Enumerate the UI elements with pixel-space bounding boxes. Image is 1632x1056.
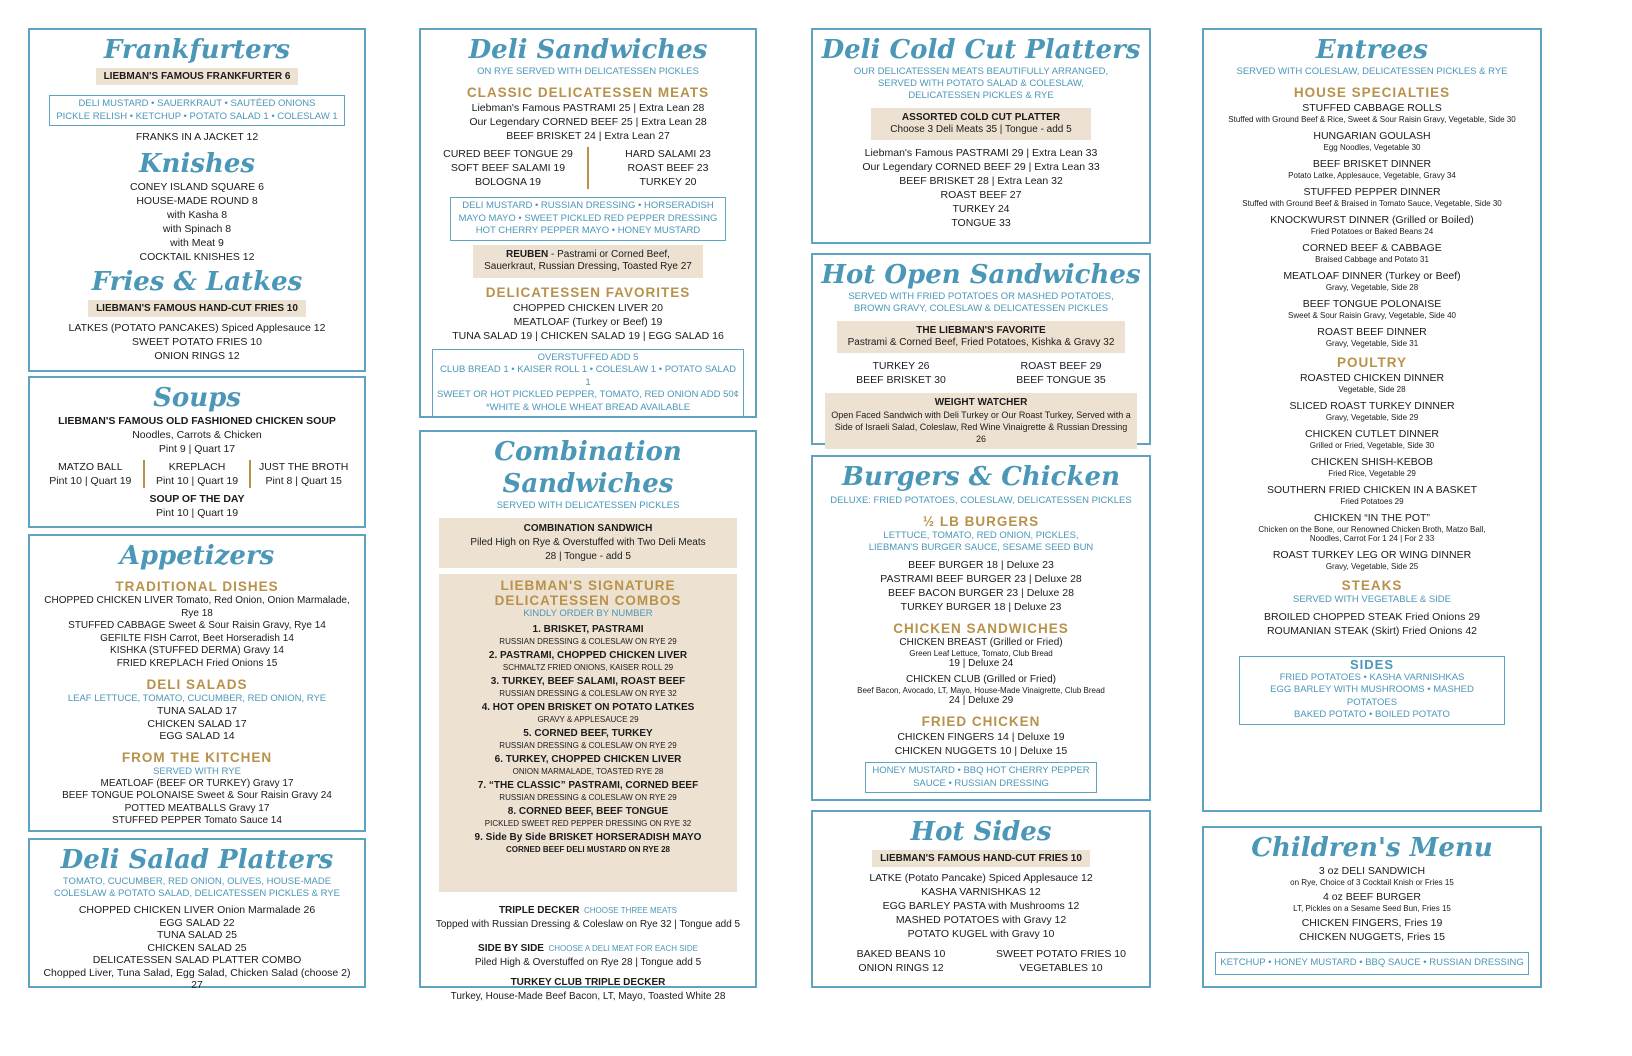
kids-sauces-box: KETCHUP • HONEY MUSTARD • BBQ SAUCE • RUSSIAN DRESSING xyxy=(1215,952,1529,975)
entrees-panel: Entrees SERVED WITH COLESLAW, DELICATESSEN PICKLES & RYE HOUSE SPECIALTIES STUFFED CABBAGE ROLLS Stuffed with Ground Beef & Rice, Sweet & Sour Raisin Gravy, Vegetable, Side 30 HUNGARIAN GOULASH Egg Noodles, Vegetable 30 BEEF BRISKET DINNER Potato Latke, Applesauce, Vegetable, Gravy 34 STUFFED PEPPER DINNER Stuffed with Ground Beef & Braised in Tomato Sauce, Vegetable, Side 30 KNOCKWURST DINNER (Grilled or Boiled) Fried Potatoes or Baked Beans 24 CORNED BEEF & CABBAGE Braised Cabbage and Potato 31 MEATLOAF DINNER (Turkey or Beef) Gravy, Vegetable, Side 28 BEEF TONGUE POLONAISE Sweet & Sour Raisin Gravy, Vegetable, Side 40 ROAST BEEF DINNER Gravy, Vegetable, Side 31 POULTRY ROASTED CHICKEN DINNER Vegetable, Side 28 SLICED ROAST TURKEY DINNER Gravy, Vegetable, Side 29 CHICKEN CUTLET DINNER Grilled or Fried, Vegetable, Side 30 CHICKEN SHISH-KEBOB Fried Rice, Vegetable 29 SOUTHERN FRIED CHICKEN IN A BASKET Fried Potatoes 29 CHICKEN “IN THE POT” Chicken on the Bone, our Renowned Chicken Broth, Matzo Ball, Noodles, Carrot For 1 24 | For 2 33 ROAST TURKEY LEG OR WING DINNER Gravy, Vegetable, Side 25 STEAKS SERVED WITH VEGETABLE & SIDE BROILED CHOPPED STEAK Fried Onions 29 ROUMANIAN STEAK (Skirt) Fried Onions 42 SIDES FRIED POTATOES • KASHA VARNISHKAS EGG BARLEY WITH MUSHROOMS • MASHED POTATOES BAKED POTATO • BOILED POTATO xyxy=(1202,28,1542,812)
combo-5: 5. CORNED BEEF, TURKEY RUSSIAN DRESSING & COLESLAW ON RYE 29 xyxy=(499,728,677,750)
combination-sandwiches-title: Combination Sandwiches xyxy=(494,437,682,499)
frankfurters-title: Frankfurters xyxy=(103,35,291,65)
fries-highlight: LIEBMAN'S FAMOUS HAND-CUT FRIES 10 xyxy=(88,300,306,317)
appetizers-title: Appetizers xyxy=(119,541,275,571)
soups-cols: MATZO BALL Pint 10 | Quart 19 KREPLACH Pint 10 | Quart 19 JUST THE BROTH Pint 8 | Quart 15 xyxy=(38,460,356,488)
knishes-title: Knishes xyxy=(138,149,256,179)
reuben-box: REUBEN - Pastrami or Corned Beef, Sauerkraut, Russian Dressing, Toasted Rye 27 xyxy=(473,245,703,278)
hot-sides-columns: BAKED BEANS 10 ONION RINGS 12 SWEET POTATO FRIES 10 VEGETABLES 10 xyxy=(856,948,1126,974)
combo-9: 9. Side By Side BRISKET HORSERADISH MAYO CORNED BEEF DELI MUSTARD ON RYE 28 xyxy=(474,832,702,854)
deli-sandwiches-panel: Deli Sandwiches ON RYE SERVED WITH DELICATESSEN PICKLES CLASSIC DELICATESSEN MEATS Liebman's Famous PASTRAMI 25 | Extra Lean 28 Our Legendary CORNED BEEF 25 | Extra Lean 28 BEEF BRISKET 24 | Extra Lean 27 CURED BEEF TONGUE 29 SOFT BEEF SALAMI 19 BOLOGNA 19 HARD SALAMI 23 ROAST BEEF 23 TURKEY 20 DELI MUSTARD • RUSSIAN DRESSING • HORSERADISH MAYO MAYO • SWEET PICKLED RED PEPPER DRESSING HOT CHERRY PEPPER MAYO • HONEY MUSTARD REUBEN - Pastrami or Corned Beef, Sauerkraut, Russian Dressing, Toasted Rye 27 DELICATESSEN FAVORITES CHOPPED CHICKEN LIVER 20 MEATLOAF (Turkey or Beef) 19 TUNA SALAD 19 | CHICKEN SALAD 19 | EGG SALAD 16 OVERSTUFFED ADD 5 CLUB BREAD 1 • KAISER ROLL 1 • COLESLAW 1 • POTATO SALAD 1 SWEET OR HOT PICKLED PEPPER, TOMATO, RED ONION ADD 50¢ *WHITE & WHOLE WHEAT BREAD AVAILABLE xyxy=(419,28,757,418)
sauces-box: HONEY MUSTARD • BBQ HOT CHERRY PEPPER SAUCE • RUSSIAN DRESSING xyxy=(865,762,1097,793)
frankfurters-panel: Frankfurters LIEBMAN'S FAMOUS FRANKFURTER 6 DELI MUSTARD • SAUERKRAUT • SAUTÉED ONIONS PICKLE RELISH • KETCHUP • POTATO SALAD 1 • COLESLAW 1 FRANKS IN A JACKET 12 Knishes CONEY ISLAND SQUARE 6 HOUSE-MADE ROUND 8 with Kasha 8 with Spinach 8 with Meat 9 COCKTAIL KNISHES 12 Fries & Latkes LIEBMAN'S FAMOUS HAND-CUT FRIES 10 LATKES (POTATO PANCAKES) Spiced Applesauce 12 SWEET POTATO FRIES 10 ONION RINGS 12 xyxy=(28,28,366,372)
deli-meats-columns: CURED BEEF TONGUE 29 SOFT BEEF SALAMI 19 BOLOGNA 19 HARD SALAMI 23 ROAST BEEF 23 TURKEY 20 xyxy=(429,147,747,189)
poultry-list: ROASTED CHICKEN DINNER Vegetable, Side 28 SLICED ROAST TURKEY DINNER Gravy, Vegetable, Side 29 CHICKEN CUTLET DINNER Grilled or Fried, Vegetable, Side 30 CHICKEN SHISH-KEBOB Fried Rice, Vegetable 29 SOUTHERN FRIED CHICKEN IN A BASKET Fried Potatoes 29 CHICKEN “IN THE POT” Chicken on the Bone, our Renowned Chicken Broth, Matzo Ball, Noodles, Carrot For 1 24 | For 2 33 ROAST TURKEY LEG OR WING DINNER Gravy, Vegetable, Side 25 xyxy=(1258,372,1486,571)
deli-salad-platters-title: Deli Salad Platters xyxy=(60,845,334,875)
combo-1: 1. BRISKET, PASTRAMI RUSSIAN DRESSING & COLESLAW ON RYE 29 xyxy=(499,624,677,646)
childrens-menu-panel: Children's Menu 3 oz DELI SANDWICH on Rye, Choice of 3 Cocktail Knish or Fries 15 4 oz BEEF BURGER LT, Pickles on a Sesame Seed Bun, Fries 15 CHICKEN FINGERS, Fries 19 CHICKEN NUGGETS, Fries 15 KETCHUP • HONEY MUSTARD • BBQ SAUCE • RUSSIAN DRESSING xyxy=(1202,826,1542,988)
combo-8: 8. CORNED BEEF, BEEF TONGUE PICKLED SWEET RED PEPPER DRESSING ON RYE 32 xyxy=(484,806,692,828)
knishes-list: CONEY ISLAND SQUARE 6 HOUSE-MADE ROUND 8 with Kasha 8 with Spinach 8 with Meat 9 COCKTAIL KNISHES 12 xyxy=(129,181,264,263)
combination-sandwiches-panel: Combination Sandwiches SERVED WITH DELICATESSEN PICKLES COMBINATION SANDWICH Piled High on Rye & Overstuffed with Two Deli Meats 28 | Tongue - add 5 LIEBMAN'S SIGNATURE DELICATESSEN COMBOS KINDLY ORDER BY NUMBER 1. BRISKET, PASTRAMI RUSSIAN DRESSING & COLESLAW ON RYE 29 2. PASTRAMI, CHOPPED CHICKEN LIVER SCHMALTZ FRIED ONIONS, KAISER ROLL 29 3. TURKEY, BEEF SALAMI, ROAST BEEF RUSSIAN DRESSING & COLESLAW ON RYE 32 4. HOT OPEN BRISKET ON POTATO LATKES GRAVY & APPLESAUCE 29 5. CORNED BEEF, TURKEY RUSSIAN DRESSING & COLESLAW ON RYE 29 6. TURKEY, CHOPPED CHICKEN LIVER ONION MARMALADE, TOASTED RYE 28 7. “THE CLASSIC” PASTRAMI, CORNED BEEF RUSSIAN DRESSING & COLESLAW ON RYE 29 8. CORNED BEEF, BEEF TONGUE PICKLED SWEET RED PEPPER DRESSING ON RYE 32 9. Side By Side BRISKET HORSERADISH MAYO CORNED BEEF DELI MUSTARD ON RYE 28 TRIPLE DECKER CHOOSE THREE MEATS Topped with Russian Dressing & Coleslaw on Rye 32 | Tongue add 5 SIDE BY SIDE CHOOSE A DELI MEAT FOR EACH SIDE Piled High & Overstuffed on Rye 28 | Tongue add 5 TURKEY CLUB TRIPLE DECKER Turkey, House-Made Beef Bacon, LT, Mayo, Toasted White 28 xyxy=(419,430,757,988)
deli-sandwiches-title: Deli Sandwiches xyxy=(468,35,708,65)
frankfurter-highlight: LIEBMAN'S FAMOUS FRANKFURTER 6 xyxy=(96,68,299,85)
combo-7: 7. “THE CLASSIC” PASTRAMI, CORNED BEEF RUSSIAN DRESSING & COLESLAW ON RYE 29 xyxy=(477,780,699,802)
overstuffed-box: OVERSTUFFED ADD 5 CLUB BREAD 1 • KAISER ROLL 1 • COLESLAW 1 • POTATO SALAD 1 SWEET OR HOT PICKLED PEPPER, TOMATO, RED ONION ADD 50¢ *WHITE & WHOLE WHEAT BREAD AVAILABLE xyxy=(432,349,744,418)
entrees-title: Entrees xyxy=(1315,35,1429,65)
hot-sides-fries-highlight: LIEBMAN'S FAMOUS HAND-CUT FRIES 10 xyxy=(872,850,1090,867)
hot-open-columns: TURKEY 26 BEEF BRISKET 30 ROAST BEEF 29 BEEF TONGUE 35 xyxy=(856,360,1106,386)
turkey-club: TURKEY CLUB TRIPLE DECKER Turkey, House-Made Beef Bacon, LT, Mayo, Toasted White 28 xyxy=(450,977,726,1002)
hot-sides-title: Hot Sides xyxy=(910,817,1052,847)
signature-combos-box: LIEBMAN'S SIGNATURE DELICATESSEN COMBOS KINDLY ORDER BY NUMBER 1. BRISKET, PASTRAMI RUSSIAN DRESSING & COLESLAW ON RYE 29 2. PASTRAMI, CHOPPED CHICKEN LIVER SCHMALTZ FRIED ONIONS, KAISER ROLL 29 3. TURKEY, BEEF SALAMI, ROAST BEEF RUSSIAN DRESSING & COLESLAW ON RYE 32 4. HOT OPEN BRISKET ON POTATO LATKES GRAVY & APPLESAUCE 29 5. CORNED BEEF, TURKEY RUSSIAN DRESSING & COLESLAW ON RYE 29 6. TURKEY, CHOPPED CHICKEN LIVER ONION MARMALADE, TOASTED RYE 28 7. “THE CLASSIC” PASTRAMI, CORNED BEEF RUSSIAN DRESSING & COLESLAW ON RYE 29 8. CORNED BEEF, BEEF TONGUE PICKLED SWEET RED PEPPER DRESSING ON RYE 32 9. Side By Side BRISKET HORSERADISH MAYO CORNED BEEF DELI MUSTARD ON RYE 28 xyxy=(439,574,737,892)
soups-panel: Soups LIEBMAN'S FAMOUS OLD FASHIONED CHICKEN SOUP Noodles, Carrots & Chicken Pint 9 | Quart 17 MATZO BALL Pint 10 | Quart 19 KREPLACH Pint 10 | Quart 19 JUST THE BROTH Pint 8 | Quart 15 SOUP OF THE DAY Pint 10 | Quart 19 xyxy=(28,376,366,528)
combo-3: 3. TURKEY, BEEF SALAMI, ROAST BEEF RUSSIAN DRESSING & COLESLAW ON RYE 32 xyxy=(490,676,686,698)
burgers-chicken-panel: Burgers & Chicken DELUXE: FRIED POTATOES, COLESLAW, DELICATESSEN PICKLES ½ LB BURGERS LETTUCE, TOMATO, RED ONION, PICKLES, LIEBMAN'S BURGER SAUCE, SESAME SEED BUN BEEF BURGER 18 | Deluxe 23 PASTRAMI BEEF BURGER 23 | Deluxe 28 BEEF BACON BURGER 23 | Deluxe 28 TURKEY BURGER 18 | Deluxe 23 CHICKEN SANDWICHES CHICKEN BREAST (Grilled or Fried) Green Leaf Lettuce, Tomato, Club Bread 19 | Deluxe 24 CHICKEN CLUB (Grilled or Fried) Beef Bacon, Avocado, LT, Mayo, House-Made Vinaigrette, Club Bread 24 | Deluxe 29 FRIED CHICKEN CHICKEN FINGERS 14 | Deluxe 19 CHICKEN NUGGETS 10 | Deluxe 15 HONEY MUSTARD • BBQ HOT CHERRY PEPPER SAUCE • RUSSIAN DRESSING xyxy=(811,455,1151,801)
soups-title: Soups xyxy=(153,383,241,413)
liebmans-favorite-box: THE LIEBMAN'S FAVORITE Pastrami & Corned Beef, Fried Potatoes, Kishka & Gravy 32 xyxy=(837,321,1125,353)
franks-jacket: FRANKS IN A JACKET 12 xyxy=(135,131,259,143)
combo-6: 6. TURKEY, CHOPPED CHICKEN LIVER ONION MARMALADE, TOASTED RYE 28 xyxy=(494,754,682,776)
sides-box: SIDES FRIED POTATOES • KASHA VARNISHKAS EGG BARLEY WITH MUSHROOMS • MASHED POTATOES BAKED POTATO • BOILED POTATO xyxy=(1239,656,1505,725)
hot-open-sandwiches-title: Hot Open Sandwiches xyxy=(821,260,1141,290)
deli-salad-platters-panel: Deli Salad Platters TOMATO, CUCUMBER, RED ONION, OLIVES, HOUSE-MADE COLESLAW & POTATO SALAD, DELICATESSEN PICKLES & RYE CHOPPED CHICKEN LIVER Onion Marmalade 26 EGG SALAD 22 TUNA SALAD 25 CHICKEN SALAD 25 DELICATESSEN SALAD PLATTER COMBO Chopped Liver, Tuna Salad, Egg Salad, Chicken Salad (choose 2) 27 xyxy=(28,838,366,988)
combo-4: 4. HOT OPEN BRISKET ON POTATO LATKES GRAVY & APPLESAUCE 29 xyxy=(481,702,695,724)
condiments-box: DELI MUSTARD • RUSSIAN DRESSING • HORSERADISH MAYO MAYO • SWEET PICKLED RED PEPPER DRESSING HOT CHERRY PEPPER MAYO • HONEY MUSTARD xyxy=(450,197,726,241)
house-specialties-list: STUFFED CABBAGE ROLLS Stuffed with Ground Beef & Rice, Sweet & Sour Raisin Gravy, Vegetable, Side 30 HUNGARIAN GOULASH Egg Noodles, Vegetable 30 BEEF BRISKET DINNER Potato Latke, Applesauce, Vegetable, Gravy 34 STUFFED PEPPER DINNER Stuffed with Ground Beef & Braised in Tomato Sauce, Vegetable, Side 30 KNOCKWURST DINNER (Grilled or Boiled) Fried Potatoes or Baked Beans 24 CORNED BEEF & CABBAGE Braised Cabbage and Potato 31 MEATLOAF DINNER (Turkey or Beef) Gravy, Vegetable, Side 28 BEEF TONGUE POLONAISE Sweet & Sour Raisin Gravy, Vegetable, Side 40 ROAST BEEF DINNER Gravy, Vegetable, Side 31 xyxy=(1228,102,1516,348)
side-by-side: SIDE BY SIDE CHOOSE A DELI MEAT FOR EACH SIDE Piled High & Overstuffed on Rye 28 | Tongue add 5 xyxy=(474,943,702,968)
cold-cut-platters-panel: Deli Cold Cut Platters OUR DELICATESSEN MEATS BEAUTIFULLY ARRANGED, SERVED WITH POTATO SALAD & COLESLAW, DELICATESSEN PICKLES & RYE ASSORTED COLD CUT PLATTER Choose 3 Deli Meats 35 | Tongue - add 5 Liebman's Famous PASTRAMI 29 | Extra Lean 33 Our Legendary CORNED BEEF 29 | Extra Lean 33 BEEF BRISKET 28 | Extra Lean 32 ROAST BEEF 27 TURKEY 24 TONGUE 33 xyxy=(811,28,1151,244)
toppings-box: DELI MUSTARD • SAUERKRAUT • SAUTÉED ONIONS PICKLE RELISH • KETCHUP • POTATO SALAD 1 • COLESLAW 1 xyxy=(49,95,345,126)
triple-decker: TRIPLE DECKER CHOOSE THREE MEATS Topped with Russian Dressing & Coleslaw on Rye 32 | Tongue add 5 xyxy=(435,905,741,930)
fries-title: Fries & Latkes xyxy=(91,267,303,297)
cold-cut-platters-title: Deli Cold Cut Platters xyxy=(821,35,1141,65)
hot-open-sandwiches-panel: Hot Open Sandwiches SERVED WITH FRIED POTATOES OR MASHED POTATOES, BROWN GRAVY, COLESLAW & DELICATESSEN PICKLES THE LIEBMAN'S FAVORITE Pastrami & Corned Beef, Fried Potatoes, Kishka & Gravy 32 TURKEY 26 BEEF BRISKET 30 ROAST BEEF 29 BEEF TONGUE 35 WEIGHT WATCHER Open Faced Sandwich with Deli Turkey or Our Roast Turkey, Served with a Side of Israeli Salad, Coleslaw, Red Wine Vinaigrette & Russian Dressing 26 xyxy=(811,253,1151,445)
assorted-platter-box: ASSORTED COLD CUT PLATTER Choose 3 Deli Meats 35 | Tongue - add 5 xyxy=(871,108,1091,140)
hot-sides-panel: Hot Sides LIEBMAN'S FAMOUS HAND-CUT FRIES 10 LATKE (Potato Pancake) Spiced Applesauce 12 KASHA VARNISHKAS 12 EGG BARLEY PASTA with Mushrooms 12 MASHED POTATOES with Gravy 12 POTATO KUGEL with Gravy 10 BAKED BEANS 10 ONION RINGS 12 SWEET POTATO FRIES 10 VEGETABLES 10 xyxy=(811,810,1151,988)
combination-box: COMBINATION SANDWICH Piled High on Rye & Overstuffed with Two Deli Meats 28 | Tongue - add 5 xyxy=(439,518,737,568)
burgers-chicken-title: Burgers & Chicken xyxy=(842,462,1120,492)
appetizers-panel: Appetizers TRADITIONAL DISHES CHOPPED CHICKEN LIVER Tomato, Red Onion, Onion Marmalade, Rye 18 STUFFED CABBAGE Sweet & Sour Raisin Gravy, Rye 14 GEFILTE FISH Carrot, Beet Horseradish 14 KISHKA (STUFFED DERMA) Gravy 14 FRIED KREPLACH Fried Onions 15 DELI SALADS LEAF LETTUCE, TOMATO, CUCUMBER, RED ONION, RYE TUNA SALAD 17 CHICKEN SALAD 17 EGG SALAD 14 FROM THE KITCHEN SERVED WITH RYE MEATLOAF (BEEF OR TURKEY) Gravy 17 BEEF TONGUE POLONAISE Sweet & Sour Raisin Gravy 24 POTTED MEATBALLS Gravy 17 STUFFED PEPPER Tomato Sauce 14 xyxy=(28,534,366,832)
weight-watcher-box: WEIGHT WATCHER Open Faced Sandwich with Deli Turkey or Our Roast Turkey, Served with a Side of Israeli Salad, Coleslaw, Red Wine Vinaigrette & Russian Dressing 26 xyxy=(825,393,1137,449)
childrens-menu-title: Children's Menu xyxy=(1251,833,1493,863)
combo-2: 2. PASTRAMI, CHOPPED CHICKEN LIVER SCHMALTZ FRIED ONIONS, KAISER ROLL 29 xyxy=(488,650,688,672)
